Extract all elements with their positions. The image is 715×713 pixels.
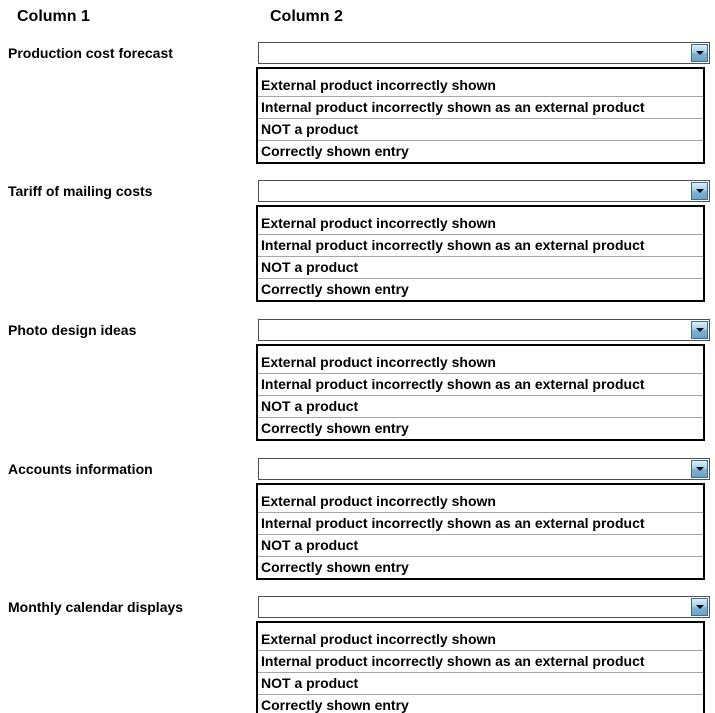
column1-header: Column 1 [17, 8, 90, 25]
option-item[interactable]: External product incorrectly shown [258, 352, 703, 374]
match-row [0, 180, 715, 310]
option-item[interactable]: NOT a product [258, 673, 703, 695]
option-item[interactable]: Correctly shown entry [261, 697, 409, 713]
option-item[interactable]: Internal product incorrectly shown as an external product [258, 97, 703, 119]
option-item[interactable]: NOT a product [258, 119, 703, 141]
option-item[interactable]: Internal product incorrectly shown as an external product [258, 651, 703, 673]
option-item[interactable]: Correctly shown entry [261, 281, 409, 297]
match-row [0, 42, 715, 172]
options-list [256, 483, 705, 580]
option-item[interactable]: Internal product incorrectly shown as an external product [258, 235, 703, 257]
chevron-down-icon [696, 328, 704, 332]
options-list [256, 621, 705, 713]
option-item[interactable]: External product incorrectly shown [258, 491, 703, 513]
match-row [0, 596, 715, 713]
options-list [256, 67, 705, 164]
answer-select[interactable] [258, 319, 710, 341]
option-item[interactable]: Internal product incorrectly shown as an external product [258, 374, 703, 396]
chevron-down-icon [696, 605, 704, 609]
answer-select[interactable] [258, 596, 710, 618]
dropdown-button[interactable] [691, 598, 708, 616]
dropdown-button[interactable] [691, 460, 708, 478]
answer-select[interactable] [258, 42, 710, 64]
chevron-down-icon [696, 467, 704, 471]
dropdown-button[interactable] [691, 321, 708, 339]
options-list [256, 205, 705, 302]
option-item[interactable]: Correctly shown entry [261, 143, 409, 159]
chevron-down-icon [696, 189, 704, 193]
answer-select[interactable] [258, 180, 710, 202]
match-row [0, 319, 715, 449]
option-item[interactable]: Correctly shown entry [261, 420, 409, 436]
row-label: Monthly calendar displays [8, 599, 184, 615]
option-item[interactable]: NOT a product [258, 257, 703, 279]
option-item[interactable]: External product incorrectly shown [258, 629, 703, 651]
option-item[interactable]: Correctly shown entry [261, 559, 409, 575]
option-item[interactable]: External product incorrectly shown [258, 213, 703, 235]
dropdown-button[interactable] [691, 182, 708, 200]
row-label: Accounts information [8, 461, 153, 477]
option-item[interactable]: Internal product incorrectly shown as an external product [258, 513, 703, 535]
column2-header: Column 2 [270, 8, 343, 25]
row-label: Photo design ideas [8, 322, 137, 338]
answer-select[interactable] [258, 458, 710, 480]
row-label: Tariff of mailing costs [8, 183, 153, 199]
option-item[interactable]: NOT a product [258, 396, 703, 418]
dropdown-button[interactable] [691, 44, 708, 62]
match-row [0, 458, 715, 588]
chevron-down-icon [696, 51, 704, 55]
option-item[interactable]: External product incorrectly shown [258, 75, 703, 97]
options-list [256, 344, 705, 441]
option-item[interactable]: NOT a product [258, 535, 703, 557]
row-label: Production cost forecast [8, 45, 173, 61]
